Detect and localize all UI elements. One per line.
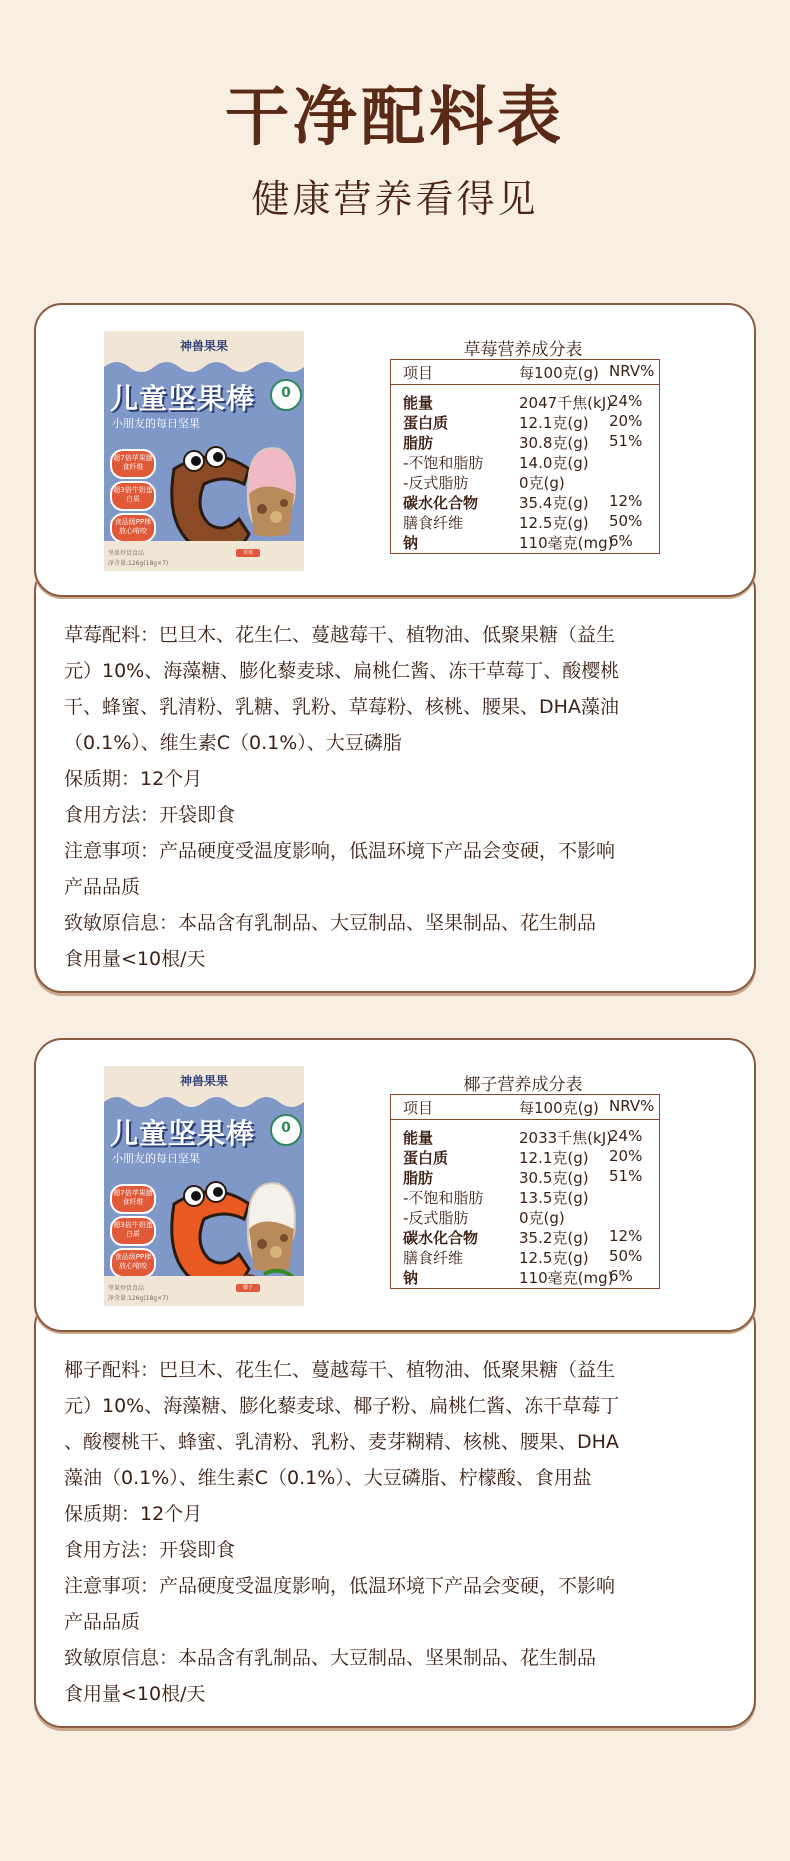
nutrient-amount: 13.5克(g) xyxy=(519,1189,589,1207)
nutrition-table xyxy=(390,1094,660,1289)
nutrient-amount: 12.1克(g) xyxy=(519,414,589,432)
nutrient-amount: 30.5克(g) xyxy=(519,1169,589,1187)
nutrient-amount: 14.0克(g) xyxy=(519,454,589,472)
text-line: 椰子配料：巴旦木、花生仁、蔓越莓干、植物油、低聚果糖（益生 xyxy=(64,1359,616,1381)
nutrient-amount: 12.5克(g) xyxy=(519,514,589,532)
wave-decoration xyxy=(104,357,304,377)
nutrient-name: 能量 xyxy=(403,1129,434,1147)
nutrient-name: -不饱和脂肪 xyxy=(403,1189,484,1207)
claim-text: 超7倍苹果膳食纤维 xyxy=(113,454,153,471)
nutrition-table xyxy=(390,359,660,554)
product-tagline: 小朋友的每日坚果 xyxy=(112,1152,200,1165)
text-line: 元）10%、海藻糖、膨化藜麦球、椰子粉、扁桃仁酱、冻干草莓丁 xyxy=(64,1395,620,1417)
nutrient-amount: 0克(g) xyxy=(519,1209,565,1227)
text-line: 食用方法：开袋即食 xyxy=(64,1539,236,1561)
product-box-image xyxy=(104,1066,304,1306)
nutrient-amount: 110毫克(mg) xyxy=(519,534,614,552)
table-row xyxy=(391,1185,659,1205)
column-header: 项目 xyxy=(403,1099,434,1117)
text-line: 食用量<10根/天 xyxy=(64,948,206,970)
nutrient-name: 脂肪 xyxy=(403,1169,434,1187)
text-line: 干、蜂蜜、乳清粉、乳糖、乳粉、草莓粉、核桃、腰果、DHA藻油 xyxy=(64,696,619,718)
table-row xyxy=(391,530,659,550)
claim-pill xyxy=(110,1184,156,1214)
text-line: 藻油（0.1%）、维生素C（0.1%）、大豆磷脂、柠檬酸、食用盐 xyxy=(64,1467,592,1489)
nutrition-table-body xyxy=(391,1120,659,1288)
nutrition-table-header xyxy=(391,1095,659,1120)
nutrient-amount: 35.2克(g) xyxy=(519,1229,589,1247)
table-row xyxy=(391,410,659,430)
box-footer-category: 坚果炒货食品 xyxy=(108,1285,145,1292)
nutrient-nrv: 24% xyxy=(609,392,643,410)
ingredients-card xyxy=(34,563,756,993)
text-line: 保质期：12个月 xyxy=(64,768,203,790)
wave-decoration xyxy=(104,1092,304,1112)
nutrient-nrv: 51% xyxy=(609,432,643,450)
table-row xyxy=(391,1265,659,1285)
claim-pill xyxy=(110,449,156,479)
nutrient-nrv: 50% xyxy=(609,1247,643,1265)
box-footer-category: 坚果炒货食品 xyxy=(108,550,145,557)
nutrient-name: 蛋白质 xyxy=(403,414,449,432)
badge-text: 0 xyxy=(281,1120,291,1136)
nutrient-name: 碳水化合物 xyxy=(403,1229,479,1247)
nutrient-name: -不饱和脂肪 xyxy=(403,454,484,472)
box-footer-net-weight: 净含量:126g(18g×7) xyxy=(108,560,169,567)
nutrient-amount: 2047千焦(kJ) xyxy=(519,394,612,412)
text-line: 草莓配料：巴旦木、花生仁、蔓越莓干、植物油、低聚果糖（益生 xyxy=(64,624,616,646)
table-row xyxy=(391,470,659,490)
text-line: 元）10%、海藻糖、膨化藜麦球、扁桃仁酱、冻干草莓丁、酸樱桃 xyxy=(64,660,620,682)
nutrition-table-title: 椰子营养成分表 xyxy=(463,1075,583,1095)
table-row xyxy=(391,1205,659,1225)
nutrient-nrv: 50% xyxy=(609,512,643,530)
nutrition-card xyxy=(34,303,756,597)
page-title: 干净配料表 xyxy=(225,81,565,155)
nutrient-amount: 35.4克(g) xyxy=(519,494,589,512)
nutrient-nrv: 6% xyxy=(609,532,633,550)
zero-additive-badge xyxy=(270,1114,302,1146)
nutrition-table-body xyxy=(391,385,659,553)
zero-additive-badge xyxy=(270,379,302,411)
box-footer-net-weight: 净含量:126g(18g×7) xyxy=(108,1295,169,1302)
nutrient-name: 能量 xyxy=(403,394,434,412)
ingredients-text xyxy=(64,1352,734,1712)
table-row xyxy=(391,1125,659,1145)
text-line: 致敏原信息：本品含有乳制品、大豆制品、坚果制品、花生制品 xyxy=(64,912,597,934)
nutrition-table-header xyxy=(391,360,659,385)
column-header: 项目 xyxy=(403,364,434,382)
table-row xyxy=(391,450,659,470)
flavor-tag: 草莓 xyxy=(236,549,260,557)
product-box-image xyxy=(104,331,304,571)
text-line: 产品品质 xyxy=(64,876,141,898)
claim-text: 超3倍牛奶蛋白质 xyxy=(113,1221,153,1238)
nutrient-name: 脂肪 xyxy=(403,434,434,452)
claim-text: 超7倍苹果膳食纤维 xyxy=(113,1189,153,1206)
table-row xyxy=(391,1165,659,1185)
nutrient-amount: 30.8克(g) xyxy=(519,434,589,452)
text-line: 食用方法：开袋即食 xyxy=(64,804,236,826)
nutrient-amount: 0克(g) xyxy=(519,474,565,492)
flavor-tag: 椰子 xyxy=(236,1284,260,1292)
column-header: 每100克(g) xyxy=(519,1099,599,1117)
claim-text: 食品级PP棒放心啃咬 xyxy=(114,1253,152,1270)
nutrient-name: 碳水化合物 xyxy=(403,494,479,512)
table-row xyxy=(391,510,659,530)
nutrient-name: 钠 xyxy=(403,1269,419,1287)
product-section xyxy=(34,1038,756,1728)
text-line: 产品品质 xyxy=(64,1611,141,1633)
nutrient-amount: 2033千焦(kJ) xyxy=(519,1129,612,1147)
nutrient-nrv: 51% xyxy=(609,1167,643,1185)
nutrient-nrv: 20% xyxy=(609,412,643,430)
text-line: 食用量<10根/天 xyxy=(64,1683,206,1705)
brand-name: 神兽果果 xyxy=(179,1074,228,1088)
nutrient-name: 膳食纤维 xyxy=(403,514,464,532)
table-row xyxy=(391,1225,659,1245)
nutrient-amount: 110毫克(mg) xyxy=(519,1269,614,1287)
nutrient-name: 膳食纤维 xyxy=(403,1249,464,1267)
column-header: NRV% xyxy=(609,1097,655,1115)
badge-text: 0 xyxy=(281,385,291,401)
nutrient-name: -反式脂肪 xyxy=(403,474,469,492)
nutrient-name: 蛋白质 xyxy=(403,1149,449,1167)
claim-pill xyxy=(110,1248,156,1278)
product-section xyxy=(34,303,756,993)
nutrient-nrv: 12% xyxy=(609,1227,643,1245)
nutrient-nrv: 12% xyxy=(609,492,643,510)
claim-text: 食品级PP棒放心啃咬 xyxy=(114,518,152,535)
text-line: 注意事项：产品硬度受温度影响，低温环境下产品会变硬，不影响 xyxy=(64,840,616,862)
table-row xyxy=(391,1245,659,1265)
column-header: NRV% xyxy=(609,362,655,380)
table-row xyxy=(391,490,659,510)
nutrient-amount: 12.1克(g) xyxy=(519,1149,589,1167)
nutrition-card xyxy=(34,1038,756,1332)
text-line: 致敏原信息：本品含有乳制品、大豆制品、坚果制品、花生制品 xyxy=(64,1647,597,1669)
claim-pill xyxy=(110,1216,156,1246)
text-line: 保质期：12个月 xyxy=(64,1503,203,1525)
nutrient-name: -反式脂肪 xyxy=(403,1209,469,1227)
claim-text: 超3倍牛奶蛋白质 xyxy=(113,486,153,503)
product-name: 儿童坚果棒 xyxy=(110,1117,256,1150)
text-line: 、酸樱桃干、蜂蜜、乳清粉、乳粉、麦芽糊精、核桃、腰果、DHA xyxy=(64,1431,619,1453)
ingredients-card xyxy=(34,1298,756,1728)
product-name: 儿童坚果棒 xyxy=(110,382,256,415)
ingredients-text xyxy=(64,617,734,977)
nutrient-nrv: 6% xyxy=(609,1267,633,1285)
column-header: 每100克(g) xyxy=(519,364,599,382)
table-row xyxy=(391,1145,659,1165)
product-tagline: 小朋友的每日坚果 xyxy=(112,417,200,430)
page-subtitle: 健康营养看得见 xyxy=(251,177,539,221)
table-row xyxy=(391,390,659,410)
text-line: （0.1%）、维生素C（0.1%）、大豆磷脂 xyxy=(64,732,402,754)
claim-pill xyxy=(110,481,156,511)
nutrient-name: 钠 xyxy=(403,534,419,552)
text-line: 注意事项：产品硬度受温度影响，低温环境下产品会变硬，不影响 xyxy=(64,1575,616,1597)
table-row xyxy=(391,430,659,450)
nutrient-nrv: 24% xyxy=(609,1127,643,1145)
nutrient-amount: 12.5克(g) xyxy=(519,1249,589,1267)
nutrition-table-title: 草莓营养成分表 xyxy=(463,340,583,360)
brand-name: 神兽果果 xyxy=(179,339,228,353)
claim-pill xyxy=(110,513,156,543)
nutrient-nrv: 20% xyxy=(609,1147,643,1165)
